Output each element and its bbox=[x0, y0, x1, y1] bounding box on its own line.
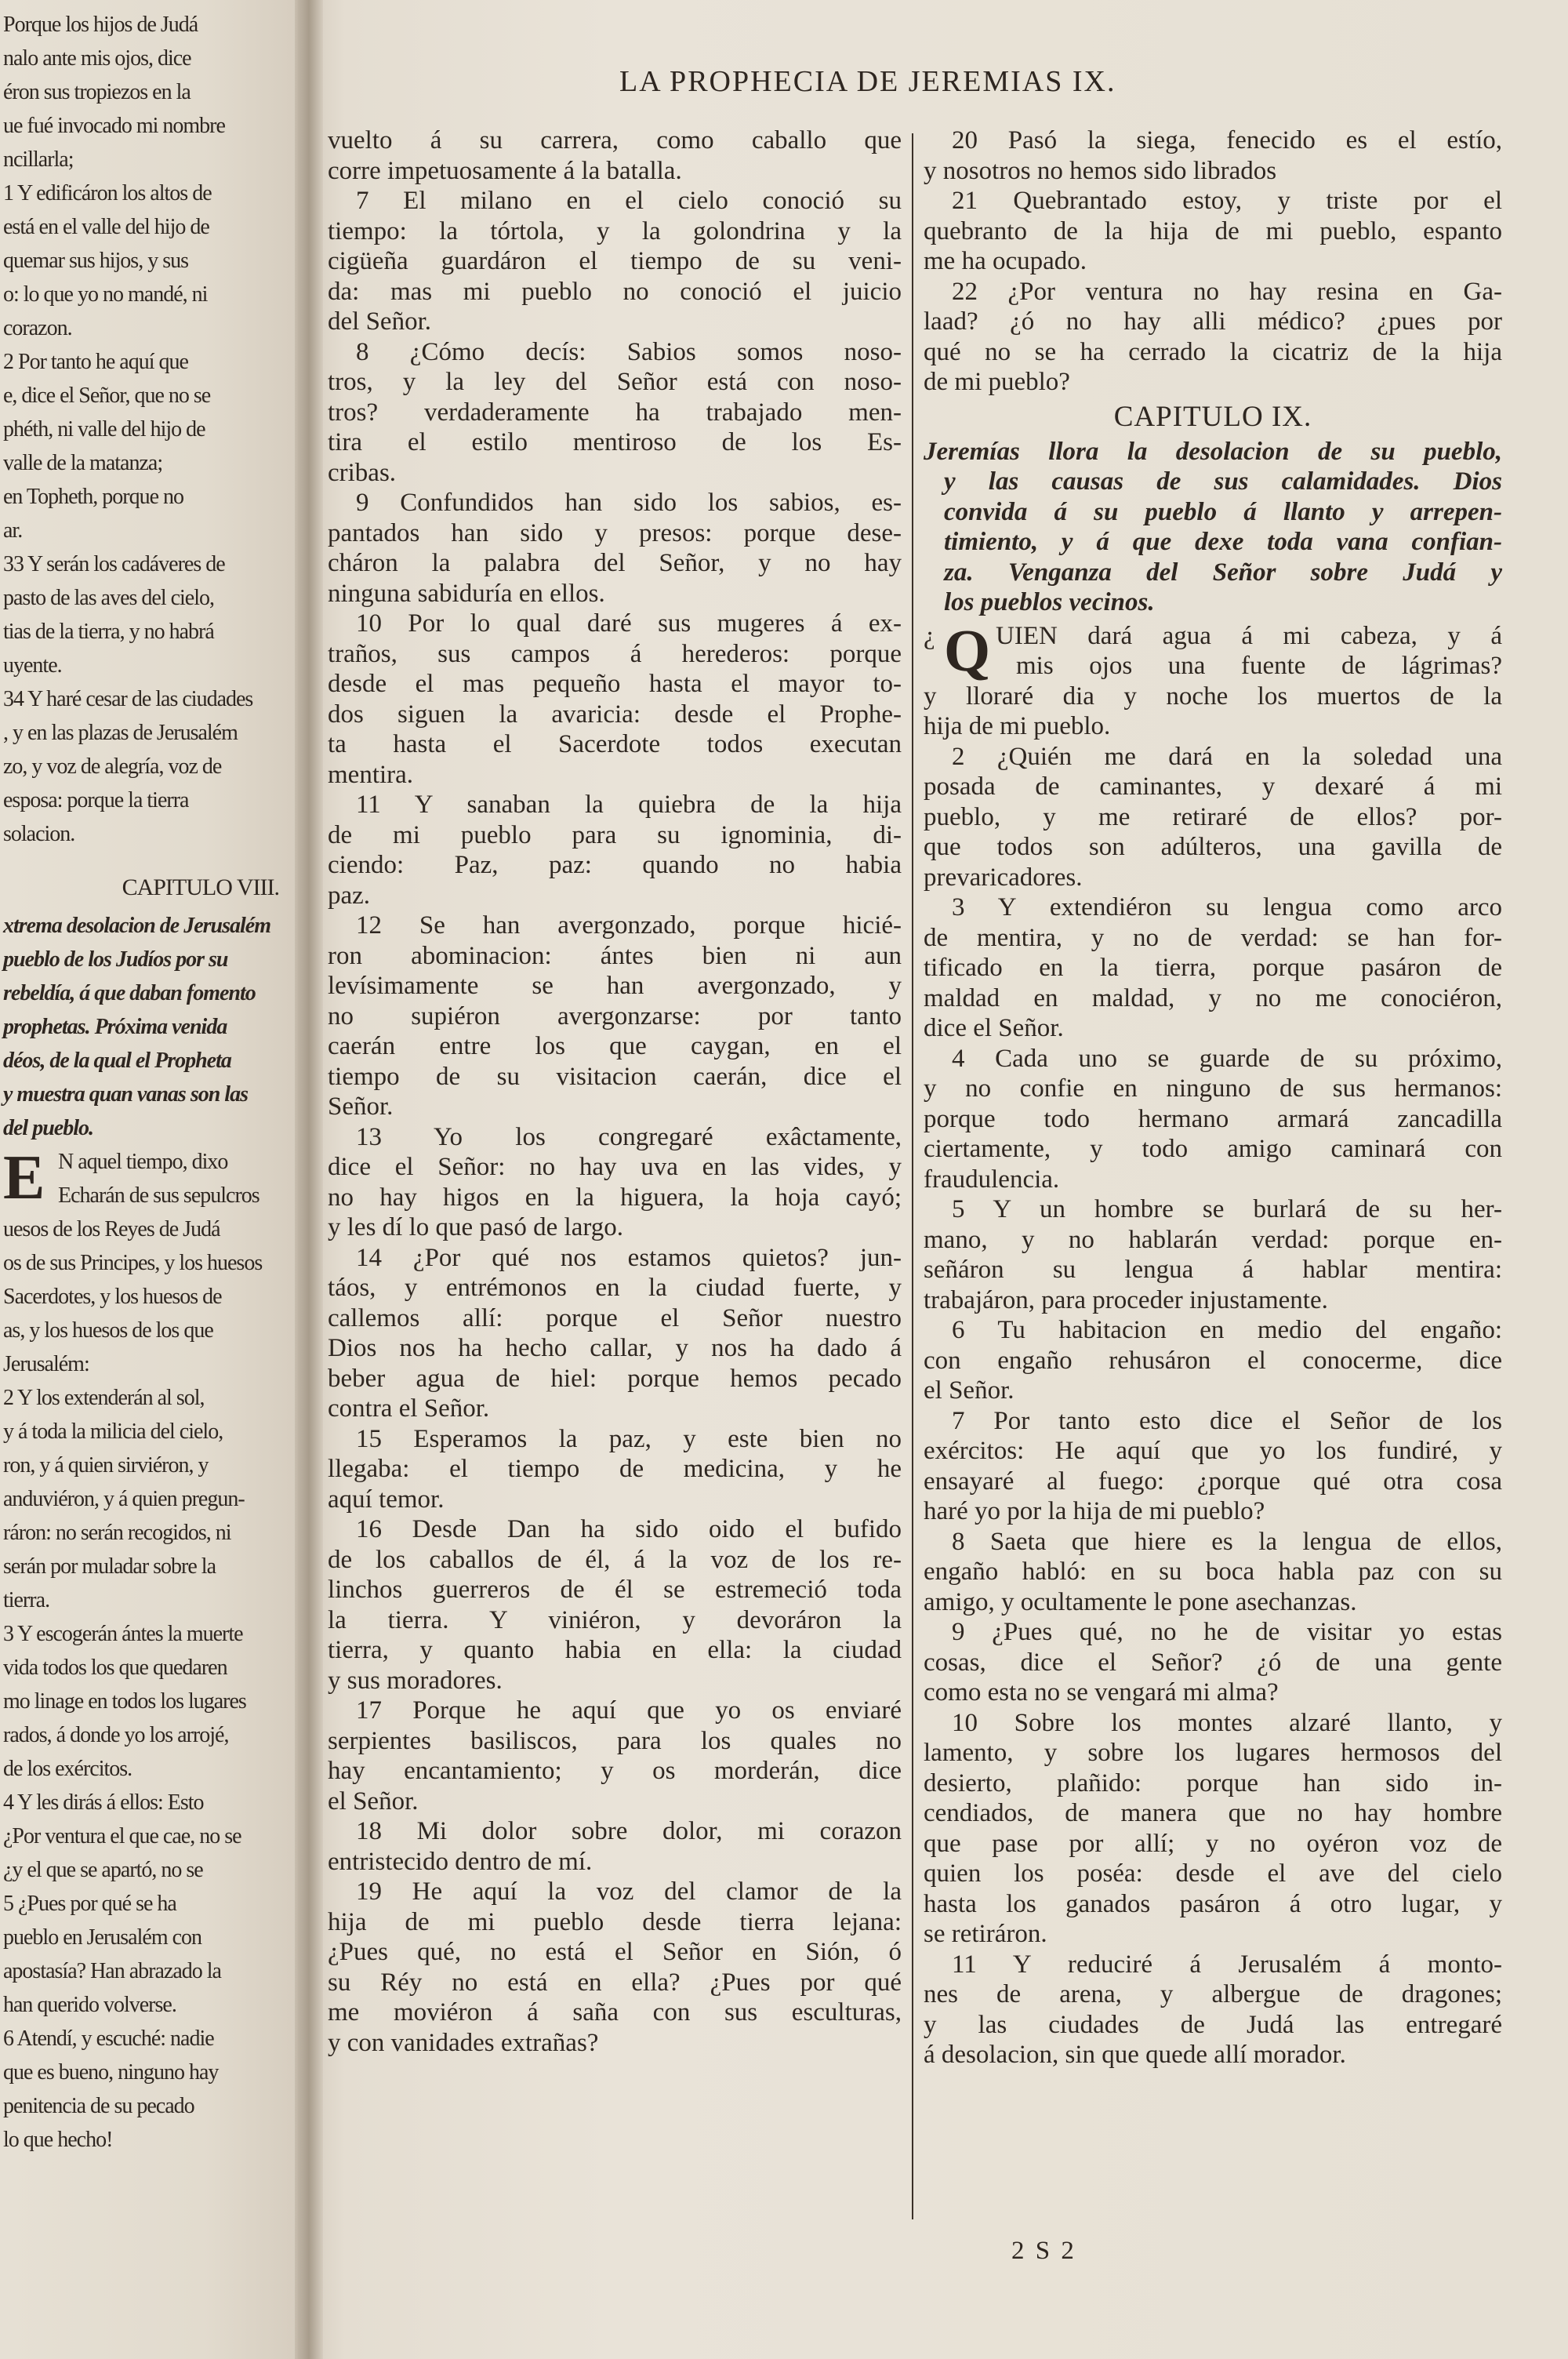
verse-paragraph bbox=[924, 1950, 1502, 2070]
text-line: el Señor. bbox=[328, 1787, 419, 1816]
text-line: á desolacion, sin que quede allí morador. bbox=[924, 2041, 1346, 2069]
text-line: y no confie en ninguno de sus hermanos: bbox=[924, 1074, 1502, 1103]
text-line: está en el valle del hijo de bbox=[3, 215, 209, 239]
text-line: 2 Por tanto he aquí que bbox=[3, 350, 188, 374]
verse-paragraph bbox=[924, 186, 1502, 277]
text-line: lamento, y sobre los lugares hermosos del bbox=[924, 1739, 1502, 1767]
text-line: contra el Señor. bbox=[328, 1394, 490, 1423]
text-line: tira el estilo mentiroso de los Es- bbox=[328, 428, 902, 456]
text-line: y lloraré dia y noche los muertos de la bbox=[924, 682, 1502, 711]
text-line: éron sus tropiezos en la bbox=[3, 80, 191, 104]
text-line: ncillarla; bbox=[3, 147, 74, 172]
text-line: de mi pueblo? bbox=[924, 368, 1070, 396]
text-line: 9 ¿Pues qué, no he de visitar yo estas bbox=[952, 1618, 1502, 1646]
text-line: Jerusalém: bbox=[3, 1352, 89, 1376]
text-line: ron, y á quien sirviéron, y bbox=[3, 1453, 209, 1478]
right-column bbox=[924, 125, 1502, 2070]
text-line: cháron la palabra del Señor, y no hay bbox=[328, 549, 902, 577]
text-line: cendiados, de manera que no hay hombre bbox=[924, 1799, 1502, 1827]
text-line: o: lo que yo no mandé, ni bbox=[3, 282, 208, 307]
text-line: callemos allí: porque el Señor nuestro bbox=[328, 1303, 902, 1332]
text-line: engaño habló: en su boca habla paz con su bbox=[924, 1558, 1502, 1586]
verse-paragraph bbox=[328, 609, 902, 790]
text-line: 12 Se han avergonzado, porque hicié- bbox=[356, 911, 902, 940]
verse-paragraph bbox=[924, 742, 1502, 893]
chapter-summary bbox=[924, 437, 1502, 618]
text-line: mentira. bbox=[328, 760, 414, 789]
text-line: mis ojos una fuente de lágrimas? bbox=[1016, 652, 1502, 680]
text-line: como esta no se vengará mi alma? bbox=[924, 1678, 1279, 1707]
text-line: prevaricadores. bbox=[924, 863, 1083, 892]
verse-paragraph bbox=[328, 1696, 902, 1816]
text-line: pantados han sido y presos: porque dese- bbox=[328, 518, 902, 547]
left-dropcap-paragraph bbox=[3, 1145, 295, 1212]
text-line: linchos guerreros de él se estremeció toda bbox=[328, 1576, 902, 1604]
text-line: Señor. bbox=[328, 1092, 394, 1121]
left-chapter-summary bbox=[3, 909, 295, 1145]
text-line: que todos son adúlteros, una gavilla de bbox=[924, 833, 1502, 861]
text-line: en Topheth, porque no bbox=[3, 485, 184, 509]
text-line: mo linage en todos los lugares bbox=[3, 1689, 246, 1714]
text-line: y las causas de sus calamidades. Dios bbox=[944, 467, 1502, 496]
text-line: del Señor. bbox=[328, 307, 431, 336]
text-line: dice el Señor: no hay uva en las vides, y bbox=[328, 1153, 902, 1181]
inverted-question-mark: ¿ bbox=[924, 621, 935, 650]
text-line: Jeremías llora la desolacion de su pueblo, bbox=[924, 437, 1502, 466]
dropcap-paragraph bbox=[924, 617, 1502, 742]
text-line: no supiéron avergonzarse: por tanto bbox=[328, 1001, 902, 1030]
text-line: timiento, y á que dexe toda vana confian- bbox=[944, 528, 1502, 556]
text-line: ron abominacion: ántes bien ni aun bbox=[328, 941, 902, 970]
text-line: de los exércitos. bbox=[3, 1757, 132, 1781]
verse-paragraph bbox=[328, 186, 902, 337]
text-line: ráron: no serán recogidos, ni bbox=[3, 1521, 231, 1545]
text-line: 34 Y haré cesar de las ciudades bbox=[3, 687, 253, 711]
verse-paragraph bbox=[328, 488, 902, 609]
text-line: 7 Por tanto esto dice el Señor de los bbox=[952, 1406, 1502, 1435]
text-line: za. Venganza del Señor sobre Judá y bbox=[944, 558, 1502, 587]
text-line: que pase por allí; y no oyéron voz de bbox=[924, 1829, 1502, 1858]
text-line: cribas. bbox=[328, 458, 397, 487]
verse-paragraph bbox=[924, 1617, 1502, 1708]
text-line: quien los poséa: desde el ave del cielo bbox=[924, 1859, 1502, 1888]
text-line: señáron su lengua á hablar mentira: bbox=[924, 1256, 1502, 1284]
left-page-top-text bbox=[3, 8, 295, 851]
text-line: traños, sus campos á herederos: porque bbox=[328, 639, 902, 668]
text-line: tros? verdaderamente ha trabajado men- bbox=[328, 398, 902, 427]
verse-paragraph bbox=[924, 1194, 1502, 1315]
text-line: 3 Y extendiéron su lengua como arco bbox=[952, 893, 1502, 921]
text-line: uesos de los Reyes de Judá bbox=[3, 1217, 220, 1241]
text-line: 19 He aquí la voz del clamor de la bbox=[356, 1877, 902, 1906]
verse-paragraph bbox=[328, 911, 902, 1122]
verse-paragraph bbox=[924, 125, 1502, 186]
text-line: 14 ¿Por qué nos estamos quietos? jun- bbox=[356, 1243, 902, 1272]
text-line: esposa: porque la tierra bbox=[3, 788, 189, 812]
text-line: táos, y entrémonos en la ciudad fuerte, y bbox=[328, 1274, 902, 1302]
dropcap-letter: E bbox=[3, 1143, 45, 1212]
text-line: UIEN dará agua á mi cabeza, y á bbox=[996, 621, 1502, 650]
column-divider bbox=[912, 133, 913, 2219]
verse-paragraph bbox=[328, 1877, 902, 2058]
text-line: 6 Tu habitacion en medio del engaño: bbox=[952, 1316, 1502, 1344]
left-page-bottom-text bbox=[3, 1482, 295, 2157]
text-line: 3 Y escogerán ántes la muerte bbox=[3, 1622, 243, 1646]
text-line: tierra. bbox=[3, 1588, 50, 1612]
text-line: 6 Atendí, y escuché: nadie bbox=[3, 2026, 214, 2051]
text-line: rebeldía, á que daban fomento bbox=[3, 981, 256, 1005]
verse-paragraph bbox=[924, 277, 1502, 398]
verse-paragraph bbox=[924, 1315, 1502, 1406]
text-line: llegaba: el tiempo de medicina, y he bbox=[328, 1455, 902, 1483]
text-line: 16 Desde Dan ha sido oido el bufido bbox=[356, 1515, 902, 1543]
text-line: serpientes basiliscos, para los quales no bbox=[328, 1726, 902, 1755]
text-line: Dios nos ha hecho callar, y nos ha dado á bbox=[328, 1334, 902, 1362]
text-line: zo, y voz de alegría, voz de bbox=[3, 754, 222, 779]
text-line: ninguna sabiduría en ellos. bbox=[328, 579, 605, 608]
text-line: y las ciudades de Judá las entregaré bbox=[924, 2010, 1502, 2039]
text-line: maldad en maldad, y no me conociéron, bbox=[924, 983, 1502, 1012]
text-line: el Señor. bbox=[924, 1376, 1014, 1405]
text-line: 15 Esperamos la paz, y este bien no bbox=[356, 1424, 902, 1453]
text-line: vuelto á su carrera, como caballo que bbox=[328, 126, 902, 154]
text-line: con engaño rehusáron el conocerme, dice bbox=[924, 1346, 1502, 1375]
text-line: de mentira, y no de verdad: se han for- bbox=[924, 923, 1502, 952]
text-line: 5 ¿Pues por qué se ha bbox=[3, 1892, 176, 1916]
text-line: cosas, dice el Señor? ¿ó de una gente bbox=[924, 1648, 1502, 1677]
text-line: quemar sus hijos, y sus bbox=[3, 249, 188, 273]
text-line: 22 ¿Por ventura no hay resina en Ga- bbox=[952, 277, 1502, 306]
text-line: nes de arena, y albergue de dragones; bbox=[924, 1980, 1502, 2008]
text-line: y les dí lo que pasó de largo. bbox=[328, 1213, 623, 1241]
text-line: caerán entre los que caygan, en el bbox=[328, 1032, 902, 1060]
text-line: y á toda la milicia del cielo, bbox=[3, 1419, 223, 1444]
text-line: e, dice el Señor, que no se bbox=[3, 383, 211, 408]
verse-paragraph bbox=[328, 125, 902, 186]
left-page-middle-text bbox=[3, 1212, 295, 1482]
text-line: no hay higos en la higuera, la hoja cayó; bbox=[328, 1183, 902, 1212]
text-line: qué no se ha cerrado la cicatriz de la hija bbox=[924, 337, 1502, 366]
text-line: desde el mas pequeño hasta el mayor to- bbox=[328, 670, 902, 698]
text-line: 5 Y un hombre se burlará de su her- bbox=[952, 1195, 1502, 1223]
verse-paragraph bbox=[328, 790, 902, 911]
text-line: hasta los ganados pasáron á otro lugar, y bbox=[924, 1889, 1502, 1918]
text-line: solacion. bbox=[3, 822, 75, 846]
text-line: tiempo: la tórtola, y la golondrina y la bbox=[328, 216, 902, 245]
text-line: me ha ocupado. bbox=[924, 247, 1087, 275]
text-line: su Réy no está en ella? ¿Pues por qué bbox=[328, 1968, 902, 1997]
text-line: laad? ¿ó no hay alli médico? ¿pues por bbox=[924, 307, 1502, 336]
text-line: anduviéron, y á quien pregun- bbox=[3, 1487, 245, 1511]
text-line: 11 Y reduciré á Jerusalém á monto- bbox=[952, 1950, 1502, 1979]
verse-paragraph bbox=[328, 1514, 902, 1696]
text-line: 21 Quebrantado estoy, y triste por el bbox=[952, 187, 1502, 215]
verse-paragraph bbox=[328, 1816, 902, 1877]
text-line: trabajáron, para proceder injustamente. bbox=[924, 1285, 1328, 1314]
verse-paragraph bbox=[924, 1406, 1502, 1527]
text-line: déos, de la qual el Propheta bbox=[3, 1049, 231, 1073]
text-line: 9 Confundidos han sido los sabios, es- bbox=[356, 489, 902, 517]
text-line: 10 Por lo qual daré sus mugeres á ex- bbox=[356, 609, 902, 638]
text-line: y sus moradores. bbox=[328, 1666, 503, 1695]
text-line: y nosotros no hemos sido librados bbox=[924, 156, 1277, 185]
verse-paragraph bbox=[924, 1708, 1502, 1950]
left-page-text bbox=[3, 8, 295, 2157]
text-line: , y en las plazas de Jerusalém bbox=[3, 721, 238, 745]
text-line: de mi pueblo para su ignominia, di- bbox=[328, 820, 902, 849]
text-line: ar. bbox=[3, 518, 23, 543]
book-gutter-shadow bbox=[295, 0, 323, 2359]
text-line: Sacerdotes, y los huesos de bbox=[3, 1285, 222, 1309]
text-line: vida todos los que quedaren bbox=[3, 1656, 227, 1680]
text-line: 17 Porque he aquí que yo os enviaré bbox=[356, 1696, 902, 1725]
text-line: uyente. bbox=[3, 653, 62, 678]
text-line: dos siguen la avaricia: desde el Prophe- bbox=[328, 700, 902, 729]
text-line: ¿Pues qué, no está el Señor en Sión, ó bbox=[328, 1938, 902, 1966]
middle-column bbox=[328, 125, 902, 2058]
verse-paragraph bbox=[328, 337, 902, 489]
text-line: 33 Y serán los cadáveres de bbox=[3, 552, 225, 576]
text-line: porque todo hermano armará zancadilla bbox=[924, 1104, 1502, 1133]
text-line: phéth, ni valle del hijo de bbox=[3, 417, 205, 442]
text-line: N aquel tiempo, dixo bbox=[58, 1150, 228, 1174]
text-line: posada de caminantes, y dexaré á mi bbox=[924, 772, 1502, 801]
text-line: serán por muladar sobre la bbox=[3, 1554, 216, 1579]
text-line: ¿Por ventura el que cae, no se bbox=[3, 1824, 241, 1848]
text-line: cigüeña guardáron el tiempo de su veni- bbox=[328, 247, 902, 275]
text-line: pueblo, y me retiraré de ellos? por- bbox=[924, 802, 1502, 831]
text-line: 20 Pasó la siega, fenecido es el estío, bbox=[952, 126, 1502, 154]
text-line: la tierra. Y viniéron, y devoráron la bbox=[328, 1605, 902, 1634]
verse-paragraph bbox=[328, 1243, 902, 1424]
text-line: exércitos: He aquí que yo los fundiré, y bbox=[924, 1437, 1502, 1465]
text-line: tros, y la ley del Señor está con noso- bbox=[328, 368, 902, 396]
dropcap-letter: Q bbox=[944, 617, 991, 684]
verse-paragraph bbox=[328, 1122, 902, 1243]
text-line: corre impetuosamente á la batalla. bbox=[328, 156, 682, 185]
text-line: paz. bbox=[328, 881, 371, 910]
text-line: 18 Mi dolor sobre dolor, mi corazon bbox=[356, 1817, 902, 1845]
signature-mark: 2 S 2 bbox=[1011, 2237, 1076, 2265]
text-line: se retiráron. bbox=[924, 1920, 1047, 1948]
text-line: corazon. bbox=[3, 316, 72, 340]
text-line: da: mas mi pueblo no conoció el juicio bbox=[328, 277, 902, 306]
text-line: ta hasta el Sacerdote todos executan bbox=[328, 730, 902, 758]
verse-paragraph bbox=[924, 892, 1502, 1044]
text-line: hija de mi pueblo. bbox=[924, 712, 1111, 740]
text-line: tificado en la tierra, porque pasáron de bbox=[924, 954, 1502, 982]
text-line: 4 Y les dirás á ellos: Esto bbox=[3, 1790, 204, 1815]
text-line: 1 Y edificáron los altos de bbox=[3, 181, 212, 205]
text-line: xtrema desolacion de Jerusalém bbox=[3, 914, 270, 938]
text-line: desierto, plañido: porque han sido in- bbox=[924, 1768, 1502, 1797]
text-line: 13 Yo los congregaré exâctamente, bbox=[356, 1122, 902, 1151]
verse-paragraph bbox=[924, 1527, 1502, 1618]
text-line: 8 Saeta que hiere es la lengua de ellos, bbox=[952, 1527, 1502, 1556]
text-line: hija de mi pueblo desde tierra lejana: bbox=[328, 1907, 902, 1936]
text-line: quebranto de la hija de mi pueblo, espanto bbox=[924, 216, 1502, 245]
text-line: Porque los hijos de Judá bbox=[3, 13, 198, 37]
text-line: que es bueno, ninguno hay bbox=[3, 2060, 219, 2085]
text-line: pueblo de los Judíos por su bbox=[3, 947, 228, 972]
text-line: fraudulencia. bbox=[924, 1165, 1060, 1194]
text-line: ciertamente, y todo amigo caminará con bbox=[924, 1135, 1502, 1163]
text-line: de los caballos de él, á la voz de los re- bbox=[328, 1545, 902, 1574]
left-chapter-heading: CAPITULO VIII. bbox=[122, 874, 279, 900]
text-line: 11 Y sanaban la quiebra de la hija bbox=[356, 791, 902, 819]
text-line: tierra, y quanto habia en ella: la ciudad bbox=[328, 1636, 902, 1664]
text-line: y con vanidades extrañas? bbox=[328, 2028, 599, 2057]
text-line: dice el Señor. bbox=[924, 1014, 1064, 1042]
verse-paragraph bbox=[924, 1044, 1502, 1195]
text-line: y muestra quan vanas son las bbox=[3, 1082, 248, 1107]
text-line: 2 Y los extenderán al sol, bbox=[3, 1386, 205, 1410]
text-line: nalo ante mis ojos, dice bbox=[3, 46, 191, 71]
running-title: LA PROPHECIA DE JEREMIAS IX. bbox=[619, 65, 1116, 98]
text-line: ensayaré al fuego: ¿porque qué otra cosa bbox=[924, 1467, 1502, 1496]
text-line: haré yo por la hija de mi pueblo? bbox=[924, 1497, 1265, 1525]
text-line: entristecido dentro de mí. bbox=[328, 1847, 593, 1876]
text-line: pasto de las aves del cielo, bbox=[3, 586, 215, 610]
text-line: 4 Cada uno se guarde de su próximo, bbox=[952, 1044, 1502, 1073]
text-line: prophetas. Próxima venida bbox=[3, 1015, 227, 1039]
text-line: 10 Sobre los montes alzaré llanto, y bbox=[952, 1708, 1502, 1737]
text-line: tiempo de su visitacion caerán, dice el bbox=[328, 1062, 902, 1091]
text-line: penitencia de su pecado bbox=[3, 2094, 194, 2118]
text-line: rados, á donde yo los arrojé, bbox=[3, 1723, 229, 1747]
text-line: aquí temor. bbox=[328, 1485, 445, 1514]
text-line: me moviéron á saña con sus esculturas, bbox=[328, 1998, 902, 2026]
text-line: los pueblos vecinos. bbox=[944, 588, 1155, 616]
verse-paragraph bbox=[328, 1424, 902, 1515]
text-line: han querido volverse. bbox=[3, 1993, 176, 2017]
text-line: lo que hecho! bbox=[3, 2128, 113, 2152]
text-line: levísimamente se han avergonzado, y bbox=[328, 972, 902, 1000]
text-line: apostasía? Han abrazado la bbox=[3, 1959, 221, 1983]
text-line: pueblo en Jerusalém con bbox=[3, 1925, 202, 1950]
text-line: convida á su pueblo á llanto y arrepen- bbox=[944, 497, 1502, 526]
text-line: valle de la matanza; bbox=[3, 451, 163, 475]
text-line: tias de la tierra, y no habrá bbox=[3, 620, 214, 644]
text-line: amigo, y ocultamente le pone asechanzas. bbox=[924, 1587, 1357, 1616]
text-line: del pueblo. bbox=[3, 1116, 93, 1140]
text-line: os de sus Principes, y los huesos bbox=[3, 1251, 263, 1275]
chapter-heading: CAPITULO IX. bbox=[1113, 400, 1312, 433]
text-line: 7 El milano en el cielo conoció su bbox=[356, 187, 902, 215]
text-line: ciendo: Paz, paz: quando no habia bbox=[328, 851, 902, 879]
text-line: beber agua de hiel: porque hemos pecado bbox=[328, 1364, 902, 1393]
text-line: mano, y no hablarán verdad: porque en- bbox=[924, 1225, 1502, 1254]
text-line: 2 ¿Quién me dará en la soledad una bbox=[952, 742, 1502, 771]
text-line: Echarán de sus sepulcros bbox=[58, 1183, 260, 1208]
text-line: as, y los huesos de los que bbox=[3, 1318, 213, 1343]
text-line: 8 ¿Cómo decís: Sabios somos noso- bbox=[356, 337, 902, 366]
text-line: ue fué invocado mi nombre bbox=[3, 114, 225, 138]
text-line: hay encantamiento; y os morderán, dice bbox=[328, 1757, 902, 1785]
text-line: ¿y el que se apartó, no se bbox=[3, 1858, 203, 1882]
